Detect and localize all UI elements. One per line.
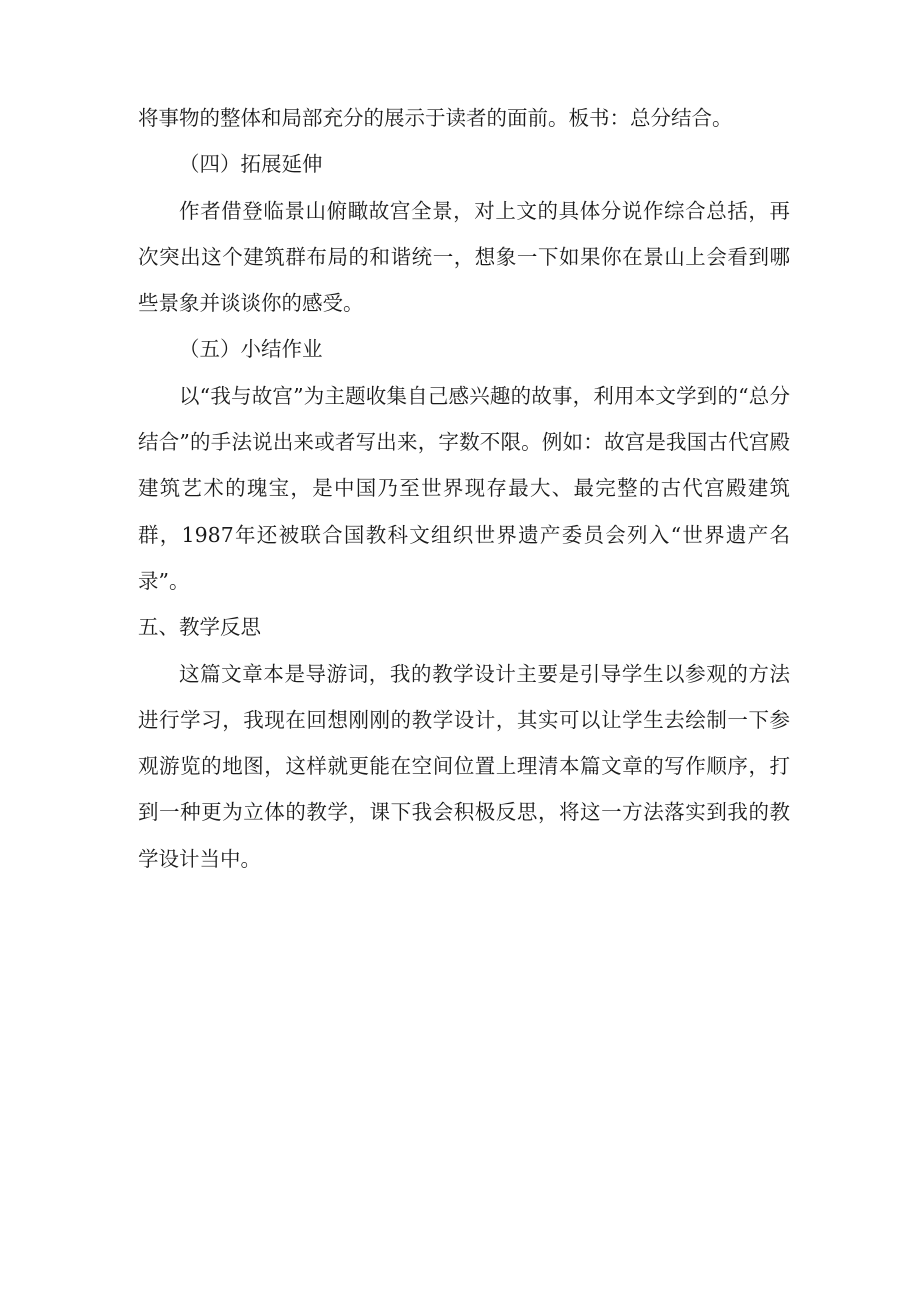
document-body bbox=[138, 95, 790, 882]
paragraph-continuation: 将事物的整体和局部充分的展示于读者的面前。板书：总分结合。 bbox=[138, 106, 733, 130]
heading-extension: （四）拓展延伸 bbox=[179, 152, 323, 177]
paragraph-homework: 以“我与故宫”为主题收集自己感兴趣的故事，利用本文学到的“总分结合”的手法说出来或者写出来，字数不限。例如：故宫是我国古代宫殿建筑艺术的瑰宝，是中国乃至世界现存最大、最完整的古代宫殿建筑群，1987年还被联合国教科文组织世界遗产委员会列入“世界遗产名录”。 bbox=[138, 383, 790, 593]
section-title-reflection: 五、教学反思 bbox=[138, 615, 261, 640]
heading-summary-homework: （五）小结作业 bbox=[179, 337, 323, 362]
paragraph-reflection: 这篇文章本是导游词，我的教学设计主要是引导学生以参观的方法进行学习，我现在回想刚刚的教学设计，其实可以让学生去绘制一下参观游览的地图，这样就更能在空间位置上理清本篇文章的写作顺序，打到一种更为立体的教学，课下我会积极反思，将这一方法落实到我的教学设计当中。 bbox=[138, 661, 790, 871]
paragraph-extension: 作者借登临景山俯瞰故宫全景，对上文的具体分说作综合总括，再次突出这个建筑群布局的和谐统一，想象一下如果你在景山上会看到哪些景象并谈谈你的感受。 bbox=[138, 198, 790, 316]
